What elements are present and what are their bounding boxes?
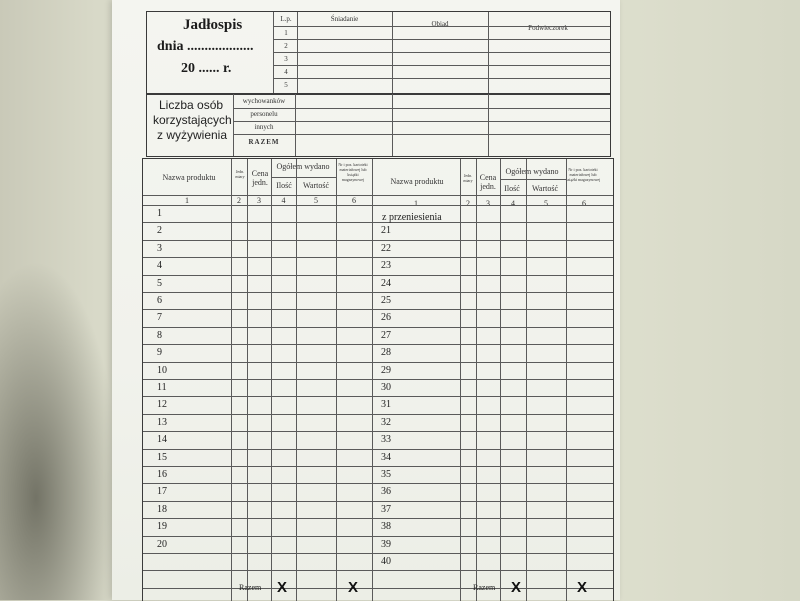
people-label-line1: Liczba osób bbox=[159, 98, 224, 112]
row-line-14 bbox=[143, 449, 613, 450]
right-row-number: 37 bbox=[381, 503, 391, 515]
left-row-number: 16 bbox=[157, 469, 167, 480]
row-line-5 bbox=[143, 292, 613, 293]
left-colnum-2: 2 bbox=[237, 196, 241, 205]
left-header-unit: Jedn. miary bbox=[235, 169, 245, 179]
row-line-4 bbox=[143, 275, 613, 276]
row-line-12 bbox=[143, 414, 613, 415]
left-row-number: 10 bbox=[157, 364, 167, 376]
right-row-number: 34 bbox=[381, 451, 391, 463]
left-row-number: 13 bbox=[157, 416, 167, 428]
row-line-7 bbox=[143, 327, 613, 328]
row-line-6 bbox=[143, 309, 613, 310]
left-colnum-4: 4 bbox=[281, 196, 286, 205]
right-row-number: 29 bbox=[381, 364, 391, 376]
row-line-3 bbox=[143, 257, 613, 258]
right-row-number: 38 bbox=[381, 521, 391, 533]
right-colnum-4: 4 bbox=[511, 199, 515, 208]
people-row-total: RAZEM bbox=[248, 138, 280, 146]
right-sum-label: Razem bbox=[473, 583, 496, 592]
people-row-pupils: wychowanków bbox=[242, 97, 286, 105]
left-row-number: 8 bbox=[157, 329, 162, 341]
right-colnum-5: 5 bbox=[544, 199, 548, 208]
left-row-number: 2 bbox=[157, 225, 162, 237]
people-row-staff: personelu bbox=[250, 110, 278, 118]
right-header-qty: Ilość bbox=[504, 184, 520, 193]
left-row-number: 18 bbox=[157, 503, 167, 515]
row-line-1 bbox=[143, 222, 613, 223]
left-row-number: 19 bbox=[157, 521, 167, 533]
menu-row-4: 4 bbox=[284, 68, 288, 76]
menu-row-3: 3 bbox=[284, 55, 288, 63]
people-row-others: innych bbox=[254, 123, 274, 131]
left-row-number: 14 bbox=[157, 434, 167, 446]
right-row-number: 27 bbox=[381, 329, 391, 341]
menu-header-breakfast: Śniadanie bbox=[330, 15, 359, 23]
menu-row-1: 1 bbox=[284, 29, 288, 37]
menu-year-label: 20 ...... r. bbox=[181, 61, 232, 76]
row-line-13 bbox=[143, 431, 613, 432]
right-row-number: 28 bbox=[381, 347, 391, 359]
people-box bbox=[146, 93, 611, 157]
left-header-value: Wartość bbox=[302, 181, 329, 190]
left-issued-subhead-line bbox=[271, 177, 336, 178]
right-row-number: 21 bbox=[381, 225, 391, 237]
right-x-mark-price: X bbox=[511, 579, 522, 596]
menu-header-snack: Podwieczorek bbox=[528, 24, 568, 32]
left-row-number: 6 bbox=[157, 295, 162, 306]
right-header-ref: Nr i poz. kartoteki materiałowej lub książki magazynowej bbox=[565, 167, 601, 182]
desk-shadow bbox=[0, 260, 120, 600]
right-row-number: 35 bbox=[381, 469, 391, 480]
right-row-number: 39 bbox=[381, 538, 391, 550]
left-colnum-5: 5 bbox=[314, 196, 318, 205]
left-colnum-6: 6 bbox=[352, 196, 356, 205]
menu-row-5: 5 bbox=[284, 81, 288, 89]
right-row-number: 33 bbox=[381, 434, 391, 446]
right-header-unit: Jedn. miary bbox=[463, 173, 473, 183]
row-line-20 bbox=[143, 553, 613, 554]
right-header-price: Cena jedn. bbox=[479, 173, 497, 191]
left-header-issued: Ogółem wydano bbox=[276, 162, 330, 171]
row-line-8 bbox=[143, 344, 613, 345]
right-row-number: 36 bbox=[381, 486, 391, 498]
menu-day-label: dnia ................... bbox=[157, 39, 254, 54]
right-row-number: 23 bbox=[381, 260, 391, 272]
left-header-ref: Nr i poz. kartoteki materiałowej lub książki magazynowej bbox=[338, 162, 368, 182]
right-x-mark-ref: X bbox=[577, 579, 588, 596]
row-line-10 bbox=[143, 379, 613, 380]
right-row-number: 26 bbox=[381, 312, 391, 324]
right-row-number: 24 bbox=[381, 277, 391, 289]
menu-header-lp: L.p. bbox=[280, 15, 292, 23]
sum-row-line bbox=[143, 588, 613, 589]
menu-form-sheet bbox=[112, 0, 620, 600]
row-line-18 bbox=[143, 518, 613, 519]
menu-title: Jadłospis bbox=[183, 17, 243, 33]
right-row-number: 32 bbox=[381, 416, 391, 428]
row-line-2 bbox=[143, 240, 613, 241]
left-header-qty: Ilość bbox=[276, 181, 292, 190]
row-line-11 bbox=[143, 396, 613, 397]
right-header-issued: Ogółem wydano bbox=[505, 167, 559, 176]
right-row-number: 31 bbox=[381, 399, 391, 411]
menu-row-2: 2 bbox=[284, 42, 288, 50]
left-x-mark-price: X bbox=[277, 579, 288, 596]
right-colnum-1: 1 bbox=[414, 199, 418, 208]
left-sum-label: Razem bbox=[239, 583, 262, 592]
right-row-number: 30 bbox=[381, 382, 391, 393]
left-header-price: Cena jedn. bbox=[251, 169, 269, 187]
left-row-number: 4 bbox=[157, 260, 162, 272]
right-row-number: 40 bbox=[381, 556, 391, 567]
left-row-number: 12 bbox=[157, 399, 167, 411]
right-issued-subhead-line bbox=[500, 179, 566, 180]
left-row-number: 3 bbox=[157, 242, 162, 254]
left-header-product: Nazwa produktu bbox=[162, 173, 216, 182]
product-table bbox=[142, 158, 614, 601]
right-header-product: Nazwa produktu bbox=[390, 177, 444, 186]
carried-over-label: z przeniesienia bbox=[382, 212, 442, 223]
left-x-mark-ref: X bbox=[348, 579, 359, 596]
right-colnum-3: 3 bbox=[486, 199, 490, 208]
left-row-number: 20 bbox=[157, 538, 167, 550]
right-colnum-2: 2 bbox=[466, 199, 470, 208]
colnum-bottom-line bbox=[143, 205, 613, 206]
people-label-line2: korzystających bbox=[153, 113, 232, 127]
right-colnum-6: 6 bbox=[582, 199, 586, 208]
menu-header-dinner: Obiad bbox=[431, 20, 449, 28]
left-row-number: 15 bbox=[157, 451, 167, 463]
header-bottom-line bbox=[143, 195, 613, 196]
row-line-17 bbox=[143, 501, 613, 502]
row-line-21 bbox=[143, 570, 613, 571]
row-line-9 bbox=[143, 362, 613, 363]
left-row-number: 7 bbox=[157, 312, 162, 324]
row-line-16 bbox=[143, 483, 613, 484]
menu-box bbox=[146, 11, 611, 95]
row-line-15 bbox=[143, 466, 613, 467]
left-row-number: 5 bbox=[157, 277, 162, 289]
left-colnum-1: 1 bbox=[185, 196, 189, 205]
right-header-value: Wartość bbox=[531, 184, 558, 193]
left-colnum-3: 3 bbox=[257, 196, 261, 205]
left-row-number: 11 bbox=[157, 382, 167, 393]
people-label-line3: z wyżywienia bbox=[157, 128, 228, 142]
right-row-number: 22 bbox=[381, 242, 391, 254]
left-row-number: 1 bbox=[157, 208, 162, 219]
left-row-number: 17 bbox=[157, 486, 167, 498]
left-row-number: 9 bbox=[157, 347, 162, 359]
row-line-19 bbox=[143, 536, 613, 537]
right-row-number: 25 bbox=[381, 295, 391, 306]
